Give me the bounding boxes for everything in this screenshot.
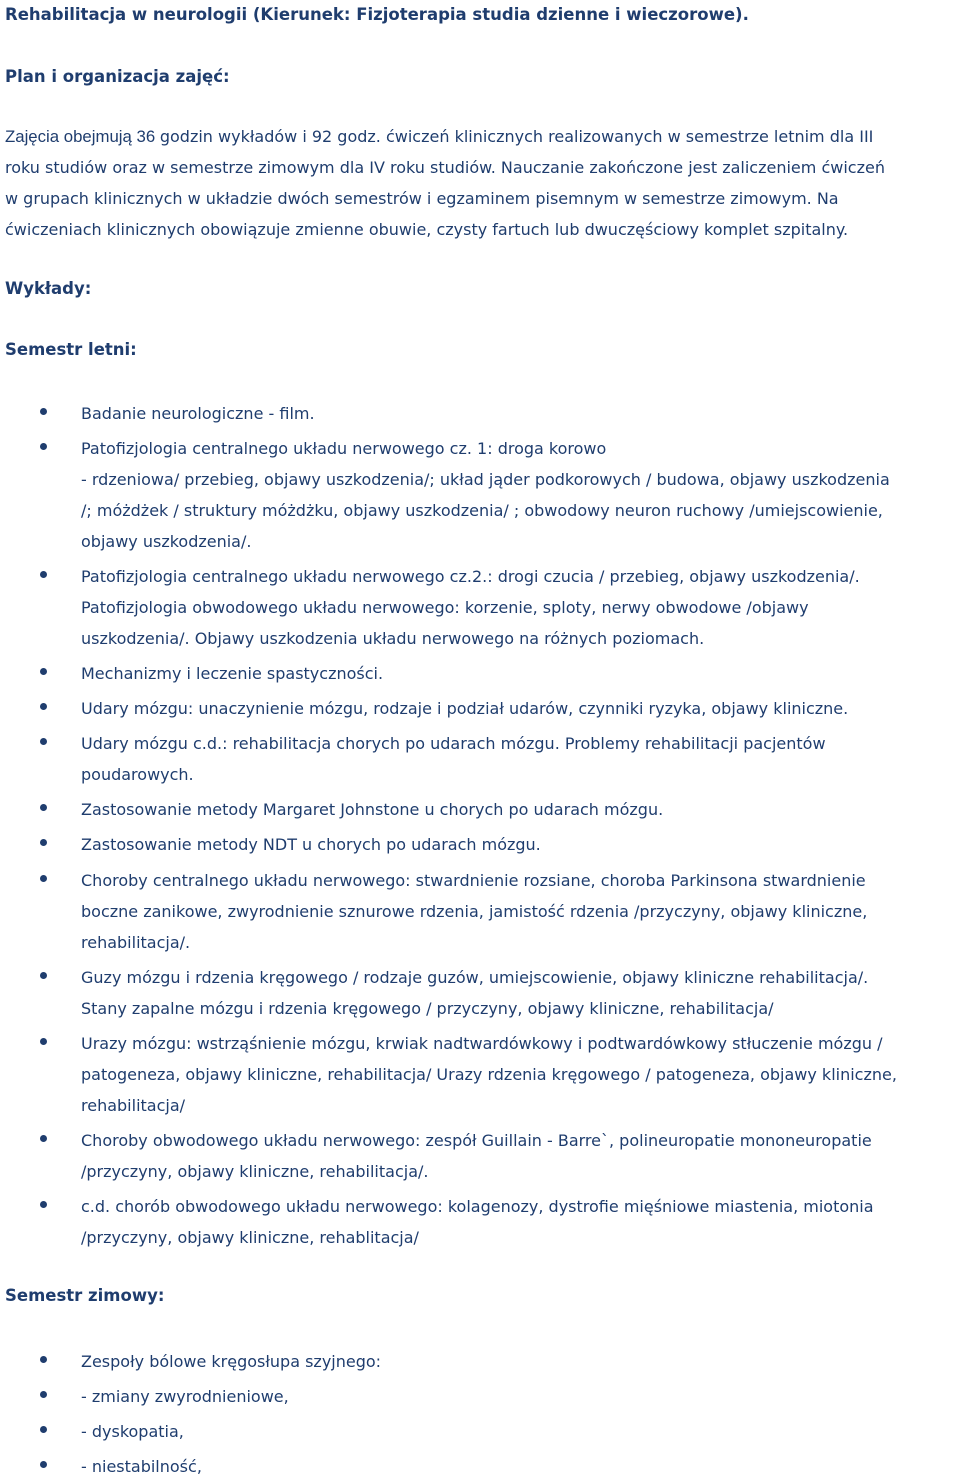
- list-item: [0, 658, 960, 689]
- list-item: [0, 728, 960, 790]
- bullet-icon: [40, 443, 47, 450]
- list-item: [0, 433, 960, 557]
- list-item-line: Zastosowanie metody Margaret Johnstone u chorych po udarach mózgu.: [81, 800, 664, 819]
- document-title: Rehabilitacja w neurologii (Kierunek: Fizjoterapia studia dzienne i wieczorowe).: [5, 5, 749, 24]
- bullet-icon: [40, 839, 47, 846]
- intro-line: [5, 121, 953, 152]
- intro-line: ćwiczeniach klinicznych obowiązuje zmienne obuwie, czysty fartuch lub dwuczęściowy komplet szpitalny.: [5, 220, 849, 239]
- list-item-line: Zespoły bólowe kręgosłupa szyjnego:: [81, 1352, 382, 1371]
- list-item-line: poudarowych.: [81, 765, 194, 784]
- list-item-line: Udary mózgu: unaczynienie mózgu, rodzaje i podział udarów, czynniki ryzyka, objawy kliniczne.: [81, 699, 849, 718]
- bullet-icon: [40, 408, 47, 415]
- list-item-line: Badanie neurologiczne - film.: [81, 404, 315, 423]
- list-item-line: Udary mózgu c.d.: rehabilitacja chorych po udarach mózgu. Problemy rehabilitacji pacjentów: [81, 734, 826, 753]
- list-item: [0, 693, 960, 724]
- bullet-icon: [40, 1135, 47, 1142]
- list-item-line: /przyczyny, objawy kliniczne, rehabilitacja/.: [81, 1162, 429, 1181]
- list-item-line: rehabilitacja/.: [81, 933, 191, 952]
- list-item-line: c.d. chorób obwodowego układu nerwowego: kolagenozy, dystrofie mięśniowe miastenia, miotonia: [81, 1197, 874, 1216]
- list-item: [0, 1191, 960, 1253]
- list-item-line: Mechanizmy i leczenie spastyczności.: [81, 664, 384, 683]
- summer-semester-heading: Semestr letni:: [5, 340, 137, 359]
- list-item: [0, 962, 960, 1024]
- bullet-icon: [40, 668, 47, 675]
- list-item-line: /przyczyny, objawy kliniczne, rehablitacja/: [81, 1228, 419, 1247]
- list-item-line: Patofizjologia centralnego układu nerwowego cz. 1: droga korowo: [81, 439, 607, 458]
- bullet-icon: [40, 1426, 47, 1433]
- list-item: [0, 1028, 960, 1121]
- list-item: [0, 1125, 960, 1187]
- bullet-icon: [40, 1391, 47, 1398]
- bullet-icon: [40, 875, 47, 882]
- list-item-line: - rdzeniowa/ przebieg, objawy uszkodzenia/; układ jąder podkorowych / budowa, objawy uszkodzenia: [81, 470, 890, 489]
- bullet-icon: [40, 1356, 47, 1363]
- list-item-line: Zastosowanie metody NDT u chorych po udarach mózgu.: [81, 835, 541, 854]
- list-item: [0, 1346, 960, 1377]
- list-item-line: rehabilitacja/: [81, 1096, 186, 1115]
- winter-semester-heading: Semestr zimowy:: [5, 1286, 165, 1305]
- summer-lecture-list: [0, 398, 960, 1253]
- bullet-icon: [40, 738, 47, 745]
- list-item-line: Choroby obwodowego układu nerwowego: zespół Guillain - Barre`, polineuropatie mononeuropatie: [81, 1131, 872, 1150]
- bullet-icon: [40, 804, 47, 811]
- list-item-line: - zmiany zwyrodnieniowe,: [81, 1387, 289, 1406]
- list-item-line: boczne zanikowe, zwyrodnienie sznurowe rdzenia, jamistość rdzenia /przyczyny, objawy kliniczne,: [81, 902, 868, 921]
- list-item: [0, 865, 960, 958]
- list-item: [0, 398, 960, 429]
- list-item: [0, 829, 960, 860]
- bullet-icon: [40, 703, 47, 710]
- list-item: [0, 1381, 960, 1412]
- intro-line: roku studiów oraz w semestrze zimowym dla IV roku studiów. Nauczanie zakończone jest zaliczeniem ćwiczeń: [5, 158, 885, 177]
- bullet-icon: [40, 571, 47, 578]
- list-item-line: uszkodzenia/. Objawy uszkodzenia układu nerwowego na różnych poziomach.: [81, 629, 705, 648]
- bullet-icon: [40, 1461, 47, 1468]
- intro-line-part: godzin wykładów i 92 godz. ćwiczeń klinicznych realizowanych w semestrze letnim dla III: [159, 127, 874, 146]
- bullet-icon: [40, 1201, 47, 1208]
- list-item: [0, 794, 960, 825]
- intro-paragraph: [5, 121, 953, 245]
- list-item: [0, 1416, 960, 1447]
- list-item-line: objawy uszkodzenia/.: [81, 532, 252, 551]
- list-item-line: /; móżdżek / struktury móżdżku, objawy uszkodzenia/ ; obwodowy neuron ruchowy /umiejscowienie,: [81, 501, 883, 520]
- list-item-line: - niestabilność,: [81, 1457, 202, 1476]
- winter-lecture-list: [0, 1346, 960, 1482]
- list-item-line: Urazy mózgu: wstrząśnienie mózgu, krwiak nadtwardówkowy i podtwardówkowy stłuczenie mózgu /: [81, 1034, 883, 1053]
- list-item: [0, 1451, 960, 1482]
- intro-line: w grupach klinicznych w układzie dwóch semestrów i egzaminem pisemnym w semestrze zimowym. Na: [5, 189, 839, 208]
- plan-heading: Plan i organizacja zajęć:: [5, 67, 230, 86]
- list-item-line: Stany zapalne mózgu i rdzenia kręgowego / przyczyny, objawy kliniczne, rehabilitacja/: [81, 999, 774, 1018]
- list-item-line: Patofizjologia obwodowego układu nerwowego: korzenie, sploty, nerwy obwodowe /objawy: [81, 598, 809, 617]
- list-item-line: Patofizjologia centralnego układu nerwowego cz.2.: drogi czucia / przebieg, objawy uszkodzenia/.: [81, 567, 860, 586]
- list-item-line: - dyskopatia,: [81, 1422, 184, 1441]
- bullet-icon: [40, 972, 47, 979]
- list-item: [0, 561, 960, 654]
- list-item-line: patogeneza, objawy kliniczne, rehabilitacja/ Urazy rdzenia kręgowego / patogeneza, objawy kliniczne,: [81, 1065, 897, 1084]
- intro-line-part: Zajęcia obejmują 36: [5, 127, 160, 146]
- lectures-heading: Wykłady:: [5, 279, 92, 298]
- list-item-line: Choroby centralnego układu nerwowego: stwardnienie rozsiane, choroba Parkinsona stwardnienie: [81, 871, 866, 890]
- bullet-icon: [40, 1038, 47, 1045]
- list-item-line: Guzy mózgu i rdzenia kręgowego / rodzaje guzów, umiejscowienie, objawy kliniczne rehabilitacja/.: [81, 968, 869, 987]
